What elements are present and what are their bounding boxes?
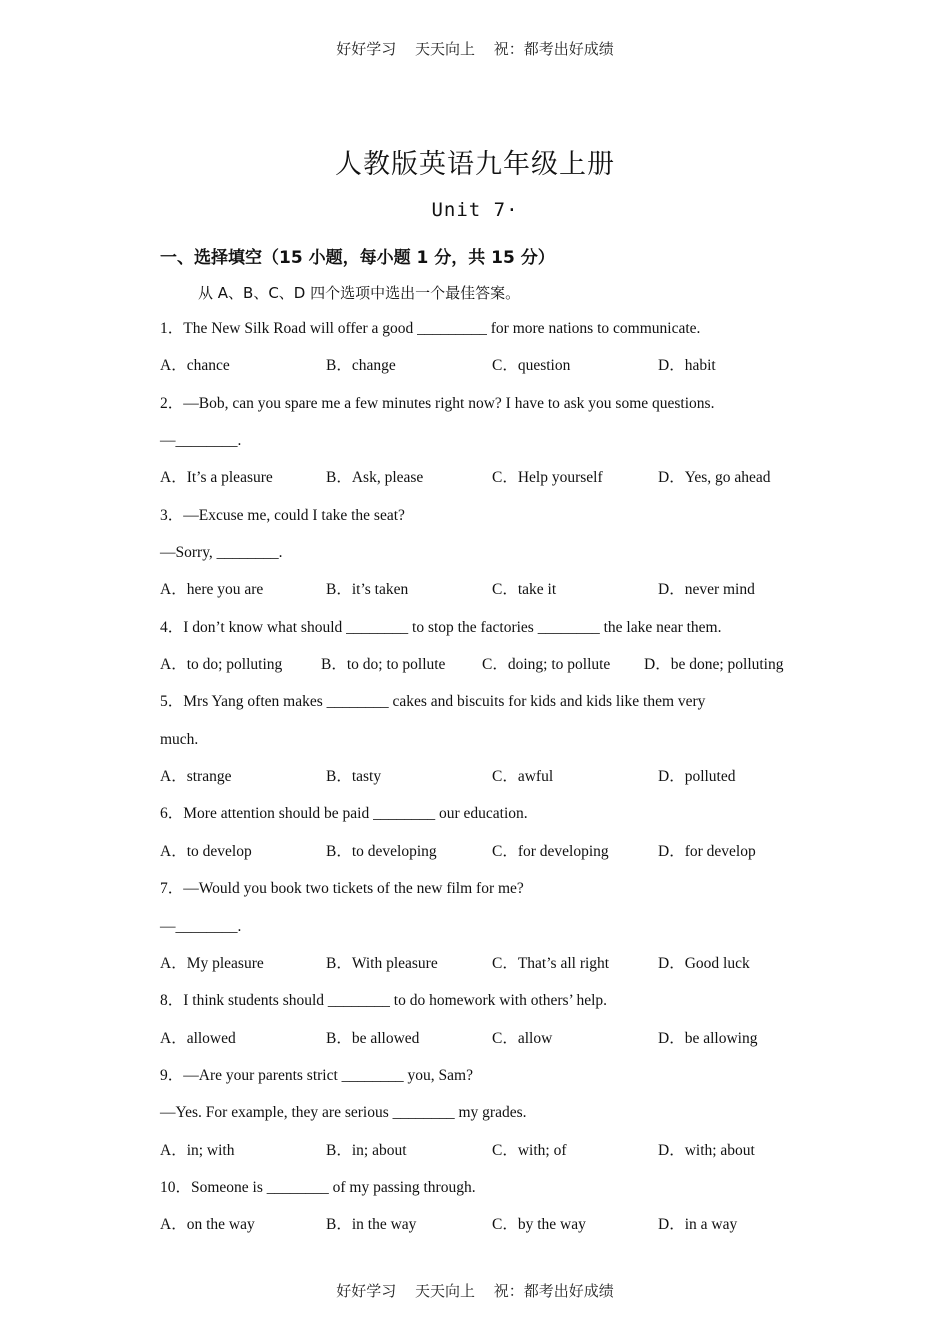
question-text: 10．Someone is ________ of my passing through.	[160, 1178, 476, 1196]
question-text-continued: —Yes. For example, they are serious ________ my grades.	[160, 1104, 527, 1122]
answer-option-b[interactable]: B．it’s taken	[326, 581, 409, 599]
question-text-continued: —________.	[160, 432, 242, 450]
footer-text-1: 好好学习	[336, 1282, 397, 1300]
answer-option-d[interactable]: D．never mind	[658, 581, 755, 599]
answer-option-b[interactable]: B．in; about	[326, 1141, 407, 1159]
header-text-3: 祝：都考出好成绩	[493, 40, 614, 58]
answer-option-d[interactable]: D．for develop	[658, 842, 756, 860]
options-row	[160, 646, 800, 683]
header-text-2: 天天向上	[414, 40, 475, 58]
answer-option-a[interactable]: A．on the way	[160, 1216, 255, 1234]
answer-option-a[interactable]: A．It’s a pleasure	[160, 469, 273, 487]
question-item	[160, 310, 800, 385]
answer-option-d[interactable]: D．habit	[658, 357, 716, 375]
question-item	[160, 1057, 800, 1169]
instruction-text: 从 A、B、C、D 四个选项中选出一个最佳答案。	[198, 284, 521, 302]
answer-option-a[interactable]: A．My pleasure	[160, 954, 264, 972]
question-item	[160, 1169, 800, 1244]
answer-option-a[interactable]: A．allowed	[160, 1029, 236, 1047]
question-item	[160, 870, 800, 982]
question-text: 9．—Are your parents strict ________ you, Sam?	[160, 1066, 473, 1084]
answer-option-b[interactable]: B．to developing	[326, 842, 437, 860]
question-text: 4．I don’t know what should ________ to stop the factories ________ the lake near them.	[160, 618, 722, 636]
question-text-continued: —________.	[160, 917, 242, 935]
question-item	[160, 795, 800, 870]
answer-option-b[interactable]: B．be allowed	[326, 1029, 420, 1047]
answer-option-c[interactable]: C．by the way	[492, 1216, 586, 1234]
question-text-continued: —Sorry, ________.	[160, 544, 283, 562]
question-item	[160, 385, 800, 497]
answer-option-d[interactable]: D．Good luck	[658, 954, 750, 972]
answer-option-a[interactable]: A．to do; polluting	[160, 656, 283, 674]
answer-option-c[interactable]: C．allow	[492, 1029, 553, 1047]
question-text: 8．I think students should ________ to do homework with others’ help.	[160, 992, 608, 1010]
answer-option-c[interactable]: C．take it	[492, 581, 557, 599]
document-title: 人教版英语九年级上册	[335, 149, 615, 180]
options-row	[160, 1020, 800, 1057]
answer-option-b[interactable]: B．Ask, please	[326, 469, 424, 487]
answer-option-b[interactable]: B．to do; to pollute	[321, 656, 446, 674]
question-text: 5．Mrs Yang often makes ________ cakes and biscuits for kids and kids like them very	[160, 693, 706, 711]
answer-option-c[interactable]: C．awful	[492, 768, 554, 786]
answer-option-d[interactable]: D．with; about	[658, 1141, 755, 1159]
answer-option-b[interactable]: B．in the way	[326, 1216, 417, 1234]
options-row	[160, 758, 800, 795]
answer-option-c[interactable]: C．Help yourself	[492, 469, 603, 487]
section-title: 一、选择填空（15 小题，每小题 1 分，共 15 分）	[160, 248, 555, 268]
answer-option-a[interactable]: A．strange	[160, 768, 232, 786]
options-row	[160, 571, 800, 608]
answer-option-c[interactable]: C．That’s all right	[492, 954, 610, 972]
question-text: 1．The New Silk Road will offer a good _________ for more nations to communicate.	[160, 320, 701, 337]
answer-option-b[interactable]: B．tasty	[326, 768, 382, 786]
answer-option-d[interactable]: D．Yes, go ahead	[658, 469, 771, 487]
footer-text-2: 天天向上	[414, 1282, 475, 1300]
page-footer	[0, 1280, 950, 1301]
question-text-continued: much.	[160, 730, 199, 748]
question-list	[160, 310, 800, 1244]
answer-option-d[interactable]: D．be allowing	[658, 1029, 758, 1047]
answer-option-a[interactable]: A．in; with	[160, 1141, 235, 1159]
header-text-1: 好好学习	[336, 40, 397, 58]
unit-heading: Unit 7·	[431, 199, 519, 221]
answer-option-c[interactable]: C．doing; to pollute	[482, 656, 611, 674]
answer-option-a[interactable]: A．here you are	[160, 581, 264, 599]
question-item	[160, 497, 800, 609]
answer-option-d[interactable]: D．be done; polluting	[644, 656, 784, 674]
options-row	[160, 833, 800, 870]
question-text: 2．—Bob, can you spare me a few minutes right now? I have to ask you some questions.	[160, 394, 715, 412]
answer-option-c[interactable]: C．for developing	[492, 842, 609, 860]
question-text: 6．More attention should be paid ________ our education.	[160, 805, 528, 823]
answer-option-b[interactable]: B．With pleasure	[326, 954, 438, 972]
options-row	[160, 945, 800, 982]
footer-text-3: 祝：都考出好成绩	[493, 1282, 614, 1300]
answer-option-c[interactable]: C．with; of	[492, 1141, 567, 1159]
answer-option-c[interactable]: C．question	[492, 357, 571, 375]
options-row	[160, 347, 800, 384]
question-item	[160, 683, 800, 795]
question-item	[160, 609, 800, 684]
question-text: 3．—Excuse me, could I take the seat?	[160, 506, 405, 524]
page-header	[0, 38, 950, 59]
answer-option-d[interactable]: D．polluted	[658, 768, 736, 786]
options-row	[160, 1206, 800, 1243]
answer-option-d[interactable]: D．in a way	[658, 1216, 738, 1234]
answer-option-a[interactable]: A．to develop	[160, 842, 252, 860]
answer-option-a[interactable]: A．chance	[160, 357, 230, 375]
question-text: 7．—Would you book two tickets of the new film for me?	[160, 880, 524, 898]
options-row	[160, 459, 800, 496]
answer-option-b[interactable]: B．change	[326, 357, 396, 375]
options-row	[160, 1132, 800, 1169]
question-item	[160, 982, 800, 1057]
